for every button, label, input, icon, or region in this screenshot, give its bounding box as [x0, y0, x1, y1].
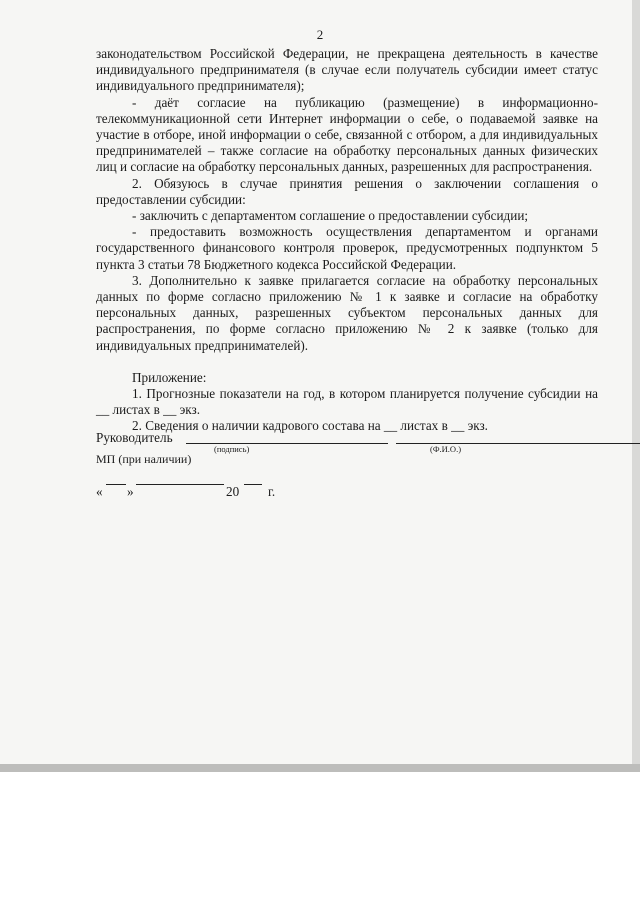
attachment-item-2: 2. Сведения о наличии кадрового состава на __ листах в __ экз.: [132, 418, 488, 434]
attachments-title: Приложение:: [132, 369, 207, 385]
year-suffix: г.: [268, 484, 276, 499]
stamp-note: МП (при наличии): [96, 452, 192, 466]
signature-row: [96, 430, 600, 450]
document-body: [96, 46, 598, 435]
paragraph-5: - предоставить возможность осуществления департаментом и органами государственного финансового контроля проверок, предусмотренных подпунктом 5 пункта 3 статьи 78 Бюджетного кодекса Российской Федерации.: [96, 224, 598, 272]
date-close-quote: »: [127, 484, 134, 499]
year-blank: [244, 484, 262, 485]
spacer: [96, 354, 598, 370]
paragraph-6: 3. Дополнительно к заявке прилагается согласие на обработку персональных данных по форме согласно приложению № 1 к заявке и согласие на обработку персональных данных, разрешенных субъектом персональных данных для распространения, по форме согласно приложению № 2 к заявке (только для индивидуальных предпринимателей).: [96, 272, 598, 353]
signature-caption: (подпись): [214, 444, 250, 454]
paragraph-3: 2. Обязуюсь в случае принятия решения о заключении соглашения о предоставлении субсидии:: [96, 175, 598, 207]
paragraph-1: законодательством Российской Федерации, не прекращена деятельность в качестве индивидуального предпринимателя (в случае если получатель субсидии имеет статус индивидуального предпринимателя);: [96, 46, 598, 94]
month-blank: [136, 484, 224, 485]
attachment-item-1: 1. Прогнозные показатели на год, в котором планируется получение субсидии на __ листах в __ экз.: [96, 386, 598, 418]
scan-edge: [0, 764, 640, 772]
page-number: 2: [316, 27, 324, 42]
name-caption: (Ф.И.О.): [430, 444, 462, 454]
paragraph-2: - даёт согласие на публикацию (размещение) в информационно-телекоммуникационной сети Интернет информации о себе, о подаваемой заявке на участие в отборе, иной информации о себе, связанной с отбором, а для индивидуальных предпринимателей – также согласие на обработку персональных данных физических лиц и согласие на обработку персональных данных, разрешенных для распространения.: [96, 94, 598, 175]
year-prefix: 20: [226, 484, 240, 499]
day-blank: [106, 484, 126, 485]
date-open-quote: «: [96, 484, 103, 499]
paragraph-4: - заключить с департаментом соглашение о предоставлении субсидии;: [132, 208, 529, 224]
signature-label: Руководитель: [96, 430, 173, 445]
date-line: [96, 484, 296, 504]
